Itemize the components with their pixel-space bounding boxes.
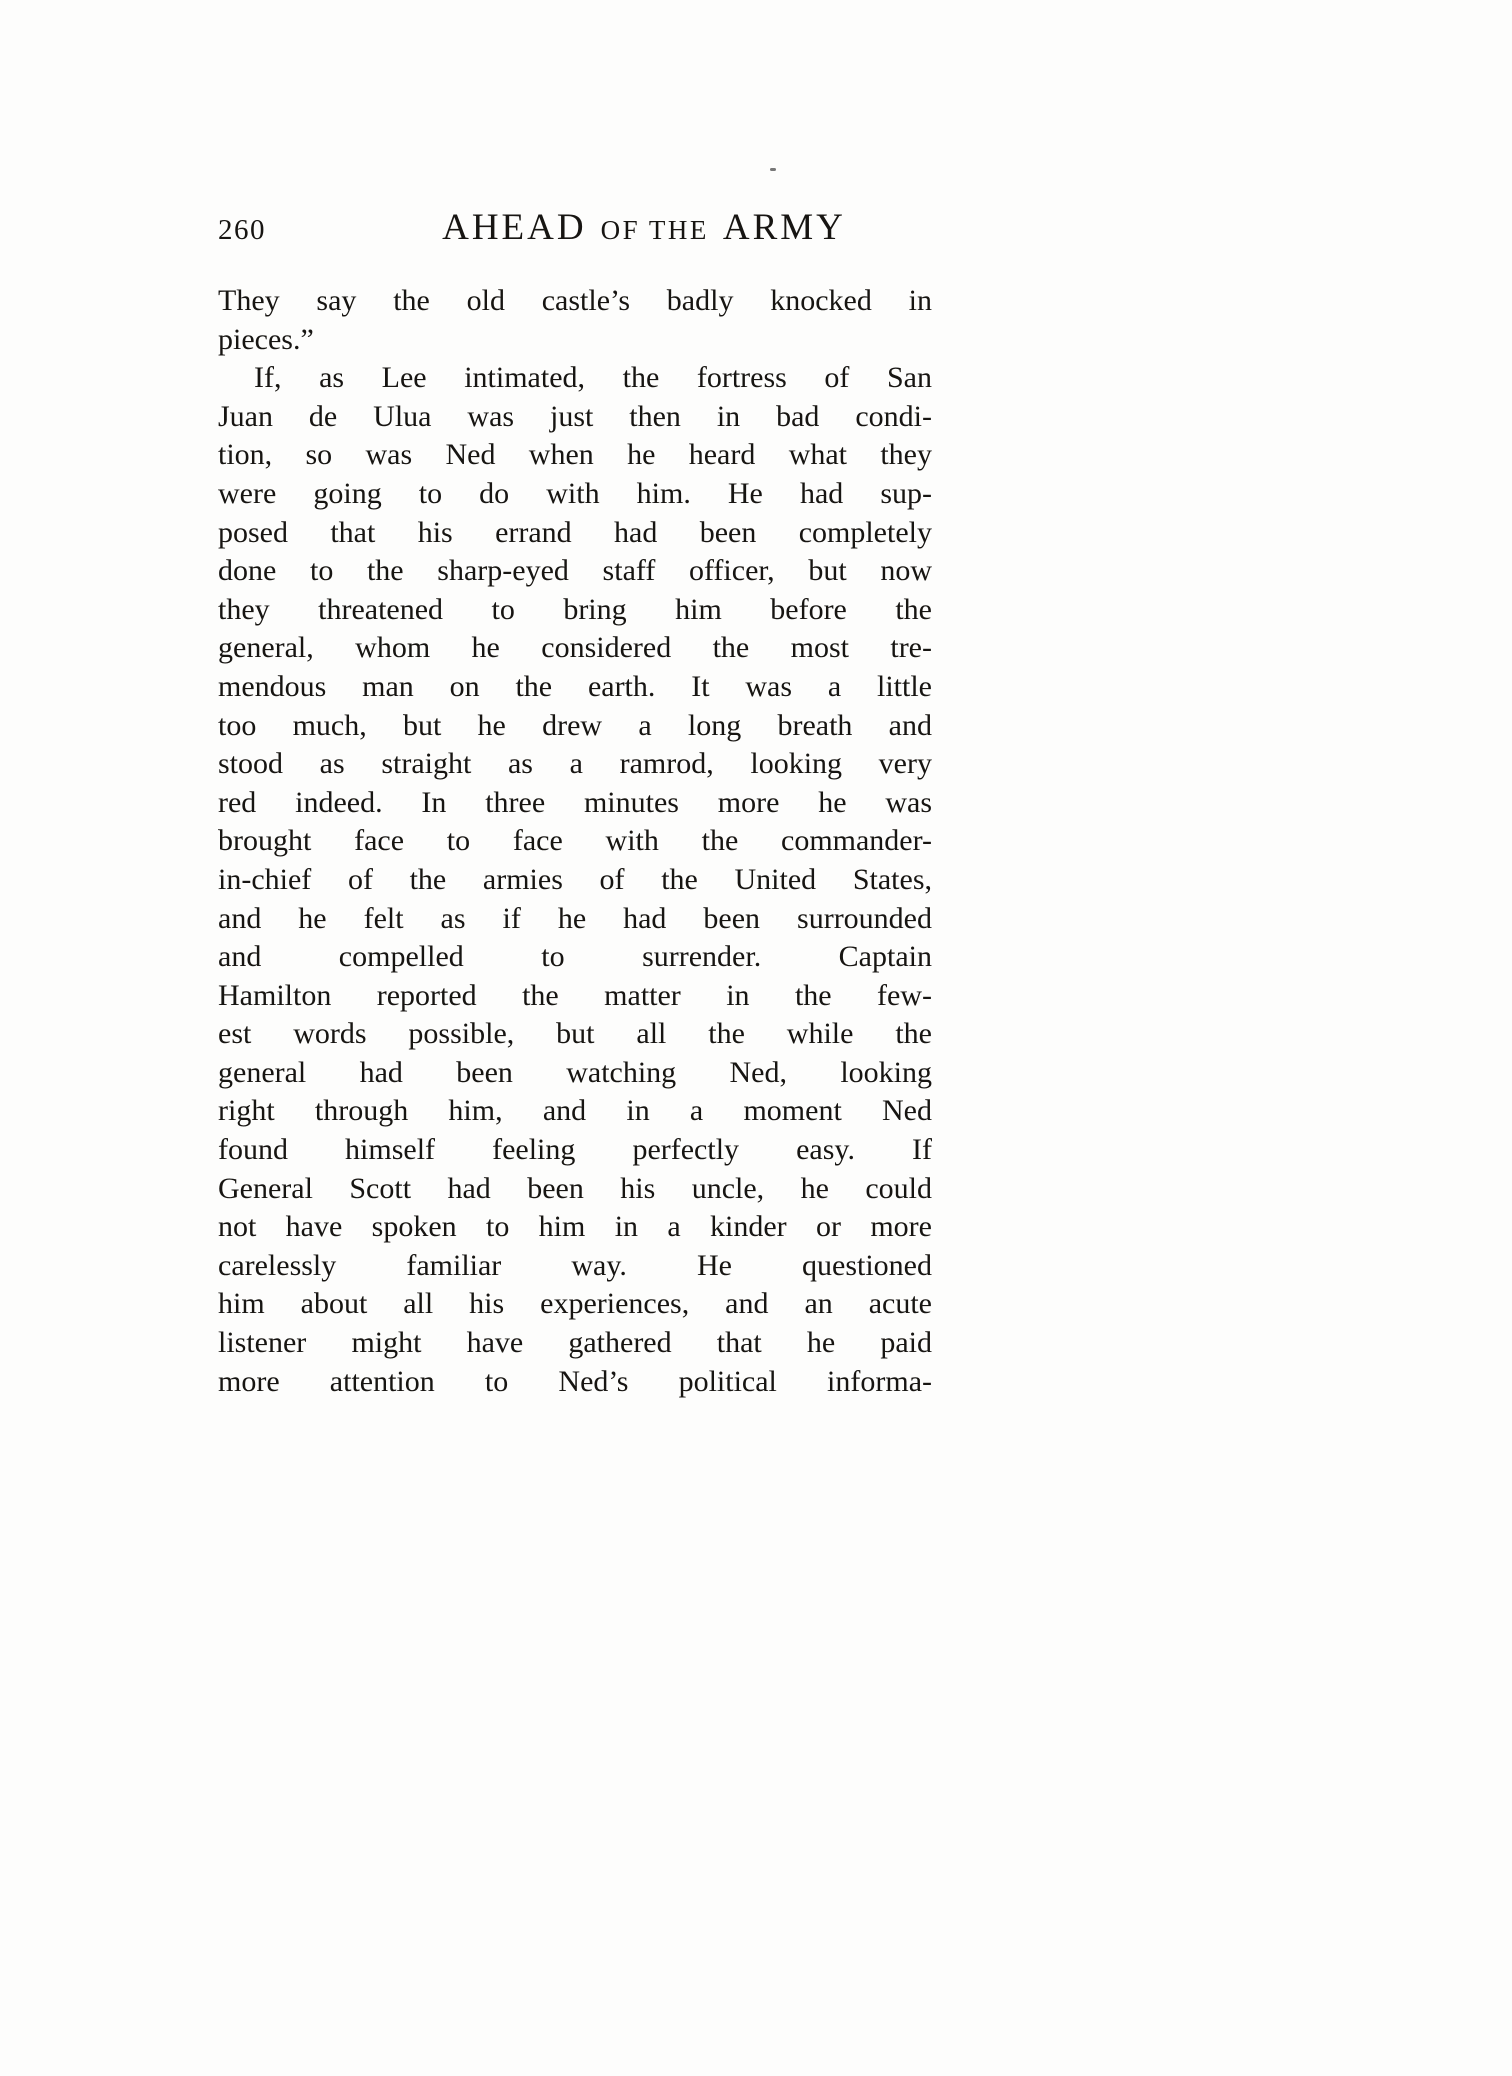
text-line: they threatened to bring him before the [218,592,932,626]
text-line: in-chief of the armies of the United States, [218,862,932,896]
text-line: brought face to face with the commander- [218,824,932,858]
text-line: done to the sharp-eyed staff officer, but now [218,554,932,588]
text-line: listener might have gathered that he paid [218,1326,932,1360]
running-title-word-of-the: OF THE [600,215,709,245]
text-line: tion, so was Ned when he heard what they [218,438,932,472]
text-line: more attention to Ned’s political informa- [218,1364,932,1398]
text-line: him about all his experiences, and an acute [218,1287,932,1321]
body-text [218,282,932,1401]
running-title [356,206,932,249]
text-line: not have spoken to him in a kinder or more [218,1210,932,1244]
text-line: pieces.” [218,322,314,356]
text-line: Hamilton reported the matter in the few- [218,978,932,1012]
text-line: est words possible, but all the while the [218,1017,932,1051]
text-line: too much, but he drew a long breath and [218,708,932,742]
running-title-word-army: ARMY [722,207,846,248]
text-line: found himself feeling perfectly easy. If [218,1133,932,1167]
text-line: and compelled to surrender. Captain [218,940,932,974]
text-line: red indeed. In three minutes more he was [218,785,932,819]
text-line: and he felt as if he had been surrounded [218,901,932,935]
page-header [218,206,932,249]
text-line: Juan de Ulua was just then in bad condi- [218,399,932,433]
text-line: general had been watching Ned, looking [218,1055,932,1089]
text-line: carelessly familiar way. He questioned [218,1248,932,1282]
text-line: posed that his errand had been completely [218,515,932,549]
text-line: They say the old castle’s badly knocked in [218,284,932,317]
running-title-word-ahead: AHEAD [442,207,587,248]
text-line: If, as Lee intimated, the fortress of San [254,361,932,395]
text-line: stood as straight as a ramrod, looking very [218,747,932,781]
page-number: 260 [218,214,266,246]
text-line: mendous man on the earth. It was a little [218,669,932,703]
text-line: General Scott had been his uncle, he could [218,1171,932,1205]
text-line: were going to do with him. He had sup- [218,476,932,510]
scan-artifact-dot [770,168,776,171]
text-line: general, whom he considered the most tre- [218,631,932,665]
text-line: right through him, and in a moment Ned [218,1094,932,1128]
